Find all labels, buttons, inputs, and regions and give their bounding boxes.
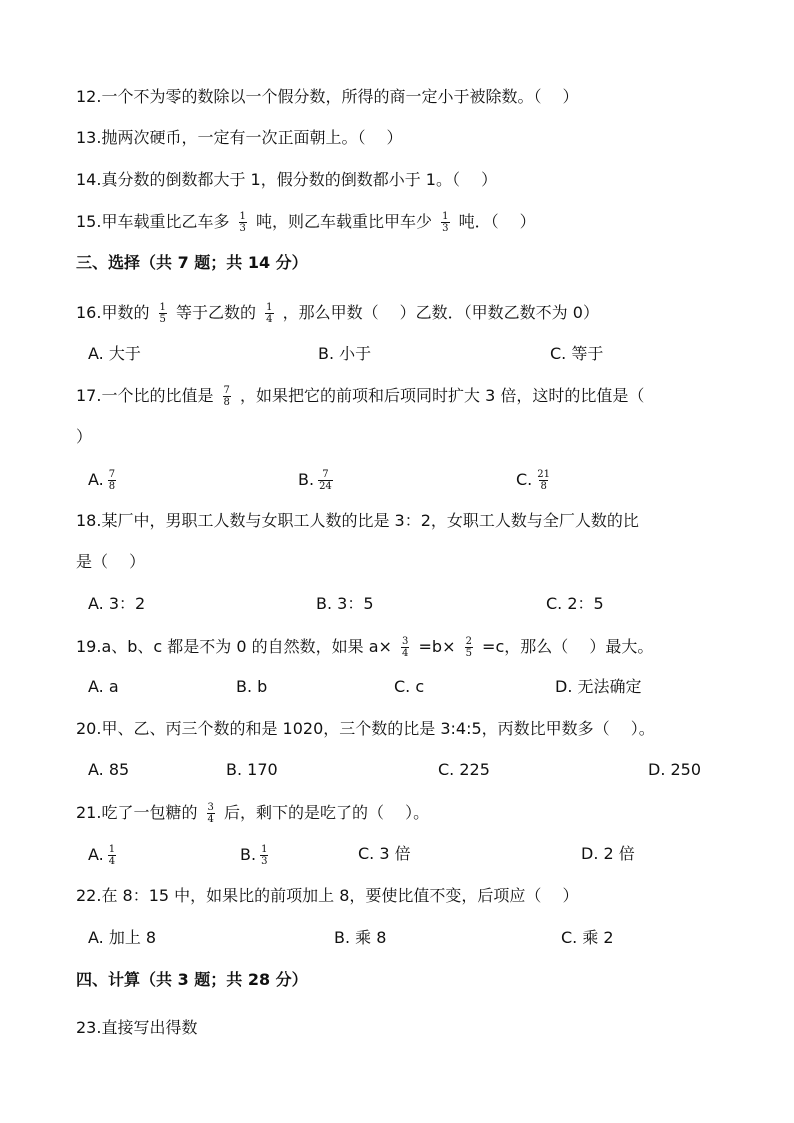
question-12: 12.一个不为零的数除以一个假分数，所得的商一定小于被除数。（ ） (76, 87, 579, 106)
question-15 (76, 211, 536, 234)
question-17-part-b: ，如果把它的前项和后项同时扩大 3 倍，这时的比值是（ (240, 386, 645, 405)
question-21-part-a: 21.吃了一包糖的 (76, 803, 198, 822)
question-16-part-b: 等于乙数的 (176, 303, 257, 322)
option-c: C. 2：5 (546, 594, 604, 613)
section-title: 三、选择（共 7 题；共 14 分） (76, 253, 308, 272)
option-a: A. 大于 (88, 344, 141, 363)
fraction: $\frac{21}{8}$ (537, 469, 550, 492)
question-17-part-a: 17.一个比的比值是 (76, 386, 214, 405)
fraction: $\frac{1}{3}$ (261, 844, 268, 867)
question-17 (76, 385, 644, 408)
question-23: 23.直接写出得数 (76, 1018, 198, 1037)
question-16-part-a: 16.甲数的 (76, 303, 150, 322)
question-19-part-a: 19.a、b、c 都是不为 0 的自然数，如果 a× (76, 637, 392, 656)
fraction: $\frac{7}{8}$ (108, 469, 116, 492)
option-c: C. $\frac{21}{8}$ (516, 469, 550, 492)
option-b: B. b (236, 677, 268, 696)
option-a: A. $\frac{1}{4}$ (88, 844, 116, 867)
option-c: C. 等于 (550, 344, 604, 363)
fraction: $\frac{1}{4}$ (108, 844, 116, 867)
question-20: 20.甲、乙、丙三个数的和是 1020，三个数的比是 3:4:5，丙数比甲数多（ ）。 (76, 719, 655, 738)
question-16 (76, 302, 599, 325)
option-b: B. 小于 (318, 344, 372, 363)
option-a: A. 85 (88, 760, 130, 779)
question-19-part-b: =b× (418, 637, 456, 656)
fraction: $\frac{1}{3}$ (239, 211, 246, 234)
option-d: D. 无法确定 (555, 677, 642, 696)
section-title: 四、计算（共 3 题；共 28 分） (76, 970, 308, 989)
fraction: $\frac{3}{4}$ (207, 802, 214, 825)
option-b: B. 乘 8 (334, 928, 387, 947)
option-d: D. 2 倍 (581, 844, 635, 863)
question-19 (76, 636, 653, 659)
option-c: C. c (394, 677, 425, 696)
option-c: C. 乘 2 (561, 928, 614, 947)
fraction: $\frac{7}{8}$ (223, 385, 230, 408)
question-14: 14.真分数的倒数都大于 1，假分数的倒数都小于 1。（ ） (76, 170, 498, 189)
option-a: A. 3：2 (88, 594, 146, 613)
option-c: C. 3 倍 (358, 844, 411, 863)
question-15-part-c: 吨．（ ） (458, 212, 536, 231)
question-18-continuation: 是（ ） (76, 552, 146, 571)
fraction: $\frac{2}{5}$ (465, 636, 472, 659)
option-c: C. 225 (438, 760, 490, 779)
question-18: 18.某厂中，男职工人数与女职工人数的比是 3：2，女职工人数与全厂人数的比 (76, 511, 639, 530)
fraction: $\frac{7}{24}$ (319, 469, 332, 492)
question-17-continuation: ） (76, 427, 93, 446)
option-b: B. 170 (226, 760, 278, 779)
fraction: $\frac{3}{4}$ (402, 636, 409, 659)
question-13: 13.抛两次硬币，一定有一次正面朝上。（ ） (76, 128, 403, 147)
option-d: D. 250 (648, 760, 702, 779)
fraction: $\frac{1}{4}$ (266, 302, 273, 325)
fraction: $\frac{1}{3}$ (442, 211, 449, 234)
question-19-part-c: =c，那么（ ）最大。 (482, 637, 654, 656)
question-15-part-b: 吨，则乙车载重比甲车少 (256, 212, 433, 231)
question-15-part-a: 15.甲车载重比乙车多 (76, 212, 230, 231)
question-21-part-b: 后，剩下的是吃了的（ ）。 (224, 803, 430, 822)
fraction: $\frac{1}{5}$ (159, 302, 166, 325)
option-a: A. $\frac{7}{8}$ (88, 469, 116, 492)
question-22: 22.在 8：15 中，如果比的前项加上 8，要使比值不变，后项应（ ） (76, 886, 579, 905)
option-b: B. $\frac{7}{24}$ (298, 469, 332, 492)
option-b: B. $\frac{1}{3}$ (240, 844, 268, 867)
question-21 (76, 802, 429, 825)
option-b: B. 3：5 (316, 594, 374, 613)
question-16-part-c: ，那么甲数（ ）乙数．（甲数乙数不为 0） (282, 303, 599, 322)
option-a: A. a (88, 677, 119, 696)
option-a: A. 加上 8 (88, 928, 157, 947)
